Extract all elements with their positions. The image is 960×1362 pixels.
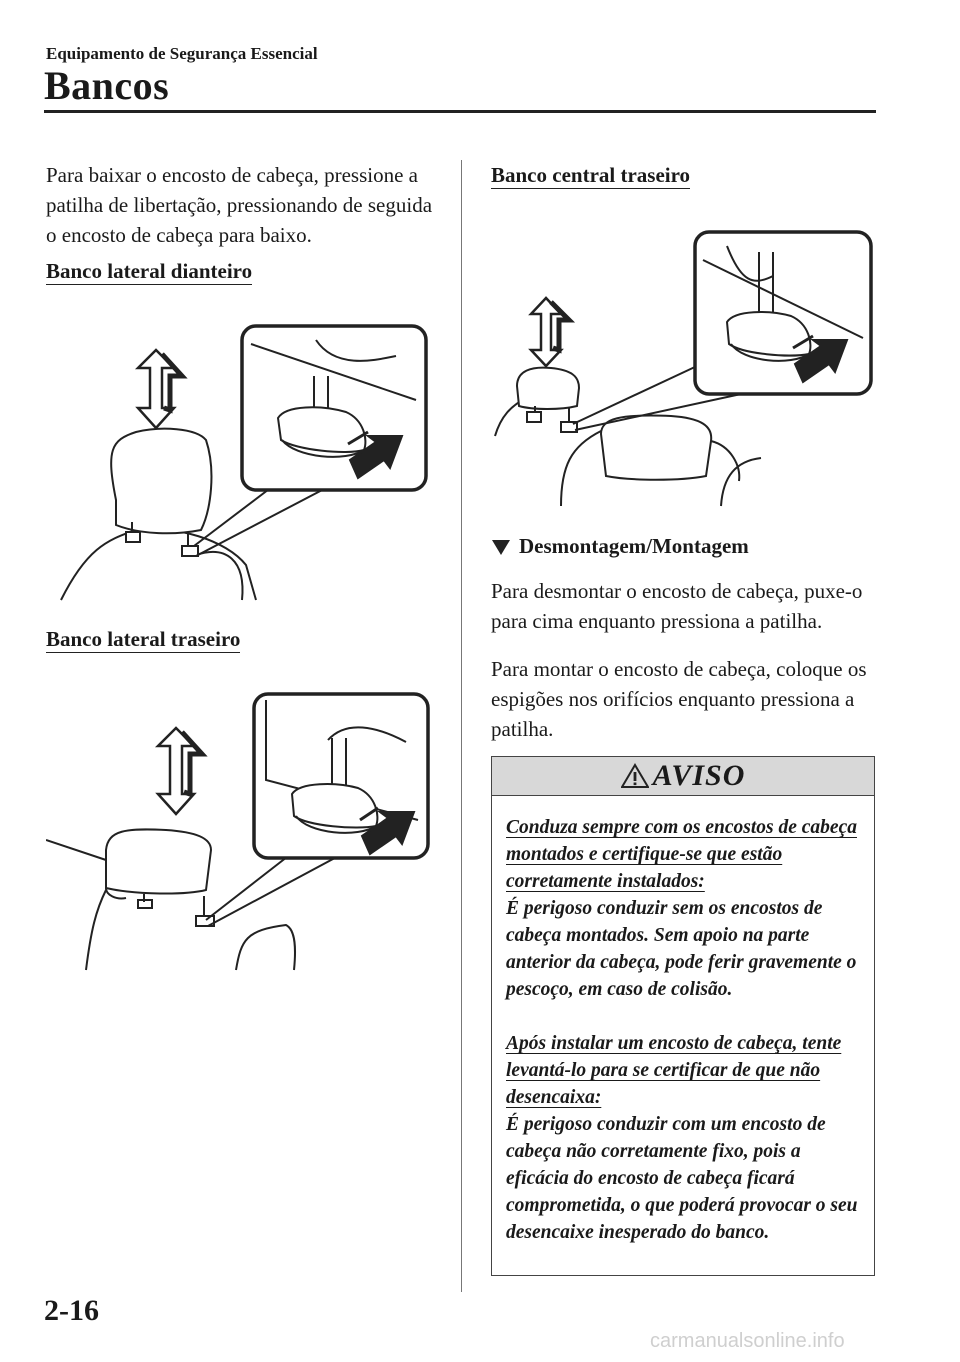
- warning-title: AVISO: [652, 759, 746, 792]
- warning-icon: [621, 763, 649, 789]
- warning-p2-body: É perigoso conduzir com um encosto de cabeça não corretamente fixo, pois a eficácia do encosto de cabeça ficará comprometida, o que poderá provocar o seu desencaixe inesperado do banco.: [506, 1114, 858, 1243]
- removal-heading-wrap: [491, 534, 749, 559]
- intro-paragraph: Para baixar o encosto de cabeça, pressione a patilha de libertação, pressionando de seguida o encosto de cabeça para baixo.: [46, 163, 433, 247]
- watermark: carmanualsonline.info: [650, 1330, 845, 1352]
- front-heading-wrap: [46, 258, 252, 284]
- warning-p1-body: É perigoso conduzir sem os encostos de cabeça montados. Sem apoio na parte anterior da cabeça, pode ferir gravemente o pescoço, em caso de colisão.: [506, 898, 857, 1000]
- page-number: 2-16: [44, 1294, 99, 1327]
- rear-seat-heading: Banco lateral traseiro: [46, 627, 241, 651]
- center-heading-wrap: [491, 162, 690, 188]
- rear-seat-figure: [46, 690, 446, 980]
- column-divider: [461, 160, 462, 1292]
- page-title: Bancos: [44, 63, 170, 108]
- rear-heading-wrap: [46, 626, 240, 652]
- warning-body: [492, 796, 874, 1246]
- removal-paragraph: Para desmontar o encosto de cabeça, puxe-o para cima enquanto pressiona a patilha.: [491, 579, 863, 633]
- center-seat-figure: [491, 226, 875, 516]
- front-seat-figure: [46, 300, 446, 610]
- center-seat-heading: Banco central traseiro: [491, 163, 691, 187]
- warning-box: [491, 756, 875, 1276]
- front-seat-heading: Banco lateral dianteiro: [46, 259, 253, 283]
- install-paragraph: Para montar o encosto de cabeça, coloque os espigões nos orifícios enquanto pressiona a patilha.: [491, 657, 867, 741]
- warning-spacer: [506, 1003, 860, 1030]
- warning-p1-heading: Conduza sempre com os encostos de cabeça montados e certifique-se que estão corretamente instalados:: [506, 817, 857, 892]
- title-divider: [44, 110, 876, 113]
- warning-header: [492, 757, 874, 796]
- triangle-down-icon: [491, 538, 511, 556]
- removal-heading: Desmontagem/Montagem: [519, 534, 749, 558]
- section-label: Equipamento de Segurança Essencial: [46, 44, 318, 63]
- warning-p2-heading: Após instalar um encosto de cabeça, tente levantá-lo para se certificar de que não desencaixa:: [506, 1033, 842, 1108]
